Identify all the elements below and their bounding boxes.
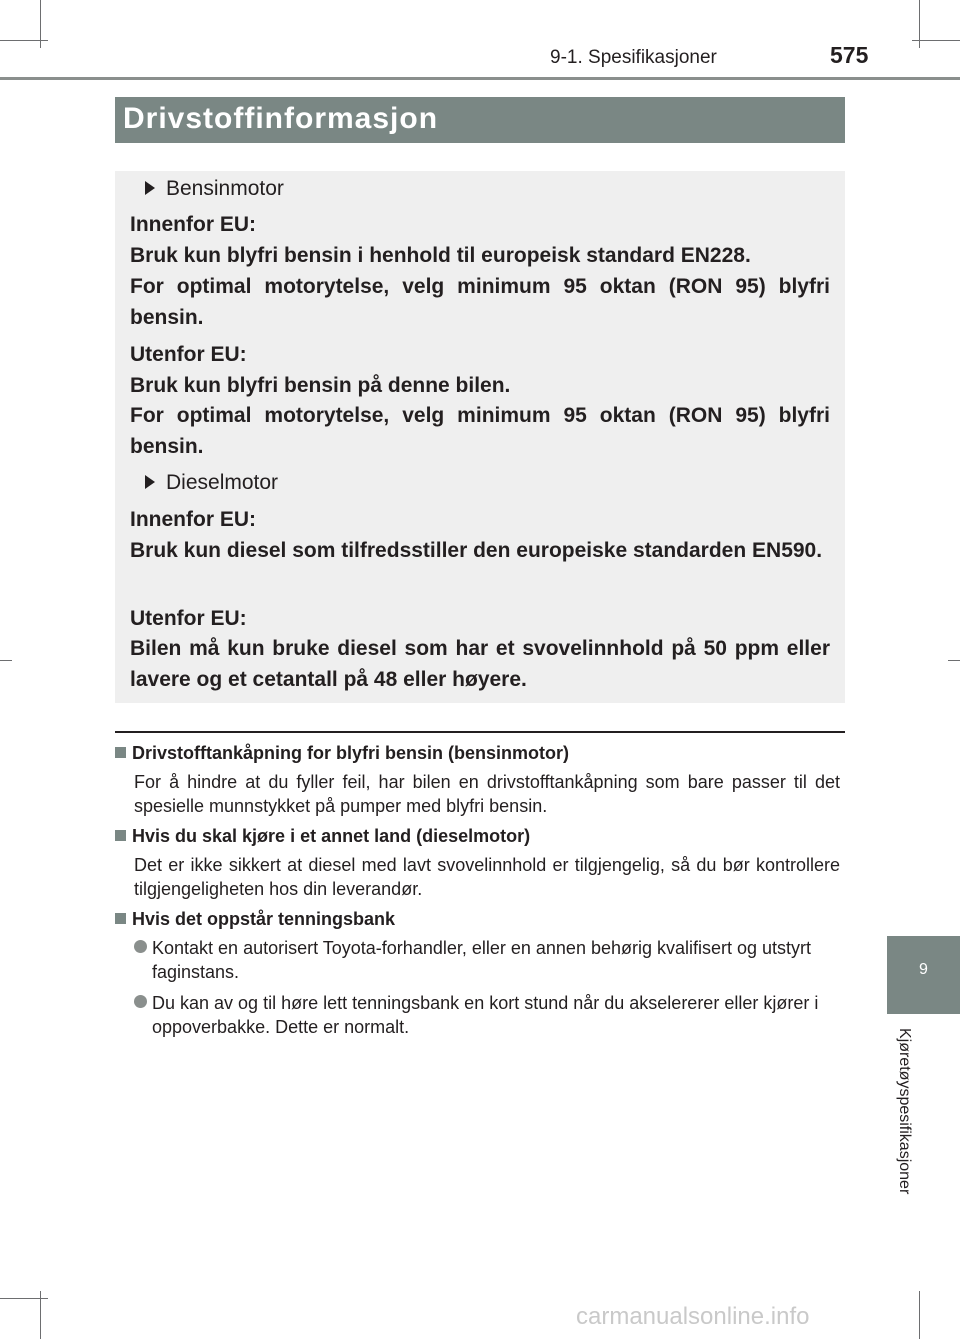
crop-mark (919, 1291, 920, 1339)
crop-mark (0, 660, 12, 661)
triangle-bullet-icon (145, 181, 155, 195)
diesel-engine-label (145, 471, 278, 495)
section-divider (115, 731, 845, 733)
petrol-non-eu-heading: Utenfor EU: (130, 343, 247, 366)
petrol-eu-line1: Bruk kun blyfri bensin i henhold til europeisk standard EN228. (130, 244, 751, 267)
diesel-eu-line1: Bruk kun diesel som tilfredsstiller den europeiske standarden EN590. (130, 539, 823, 562)
note-body: Det er ikke sikkert at diesel med lavt svovelinnhold er tilgjengelig, så du bør kontrollere tilgjengeligheten hos din leverandør. (134, 855, 840, 899)
triangle-bullet-icon (145, 475, 155, 489)
petrol-non-eu-line2: For optimal motorytelse, velg minimum 95 oktan (RON 95) blyfri bensin. (130, 404, 830, 458)
petrol-eu-line2: For optimal motorytelse, velg minimum 95 oktan (RON 95) blyfri bensin. (130, 275, 830, 329)
square-bullet-icon (115, 913, 126, 924)
crop-mark (912, 40, 960, 41)
page-title-band (115, 97, 845, 143)
watermark: carmanualsonline.info (576, 1303, 810, 1330)
diesel-eu-heading: Innenfor EU: (130, 508, 256, 531)
header-rule (0, 77, 960, 80)
circle-bullet-icon (134, 940, 147, 953)
list-item-text: Du kan av og til høre lett tenningsbank en kort stund når du akselererer eller kjører i oppoverbakke. Dette er normalt. (152, 993, 819, 1037)
note-heading-text: Drivstofftankåpning for blyfri bensin (bensinmotor) (132, 743, 570, 763)
chapter-label (895, 1028, 917, 1238)
diesel-non-eu-heading: Utenfor EU: (130, 607, 247, 630)
section-title: 9-1. Spesifikasjoner (550, 47, 717, 68)
square-bullet-icon (115, 747, 126, 758)
diesel-engine-text: Dieselmotor (166, 471, 279, 494)
note-heading-text: Hvis du skal kjøre i et annet land (dieselmotor) (132, 826, 531, 846)
crop-mark (948, 660, 960, 661)
petrol-engine-label (145, 177, 284, 201)
circle-bullet-icon (134, 995, 147, 1008)
chapter-tab (887, 936, 960, 1014)
crop-mark (40, 1291, 41, 1339)
note-heading (115, 743, 569, 764)
fuel-info-box (115, 171, 845, 703)
note-heading (115, 909, 395, 930)
chapter-number: 9 (919, 961, 928, 978)
chapter-label-text: Kjøretøyspesifikasjoner (896, 1028, 913, 1195)
note-heading-text: Hvis det oppstår tenningsbank (132, 909, 396, 929)
note-body: For å hindre at du fyller feil, har bilen en drivstofftankåpning som bare passer til det spesielle munnstykket på pumper med blyfri bensin. (134, 772, 840, 816)
petrol-eu-heading: Innenfor EU: (130, 213, 256, 236)
page-number: 575 (830, 42, 869, 68)
diesel-non-eu-line1: Bilen må kun bruke diesel som har et svovelinnhold på 50 ppm eller lavere og et cetantall på 48 eller høyere. (130, 637, 830, 691)
list-item-text: Kontakt en autorisert Toyota-forhandler, eller en annen behørig kvalifisert og utstyrt faginstans. (152, 938, 812, 982)
note-heading (115, 826, 530, 847)
square-bullet-icon (115, 830, 126, 841)
crop-mark (0, 40, 48, 41)
petrol-engine-text: Bensinmotor (166, 177, 284, 200)
page-title: Drivstoffinformasjon (123, 102, 439, 135)
petrol-non-eu-line1: Bruk kun blyfri bensin på denne bilen. (130, 374, 511, 397)
